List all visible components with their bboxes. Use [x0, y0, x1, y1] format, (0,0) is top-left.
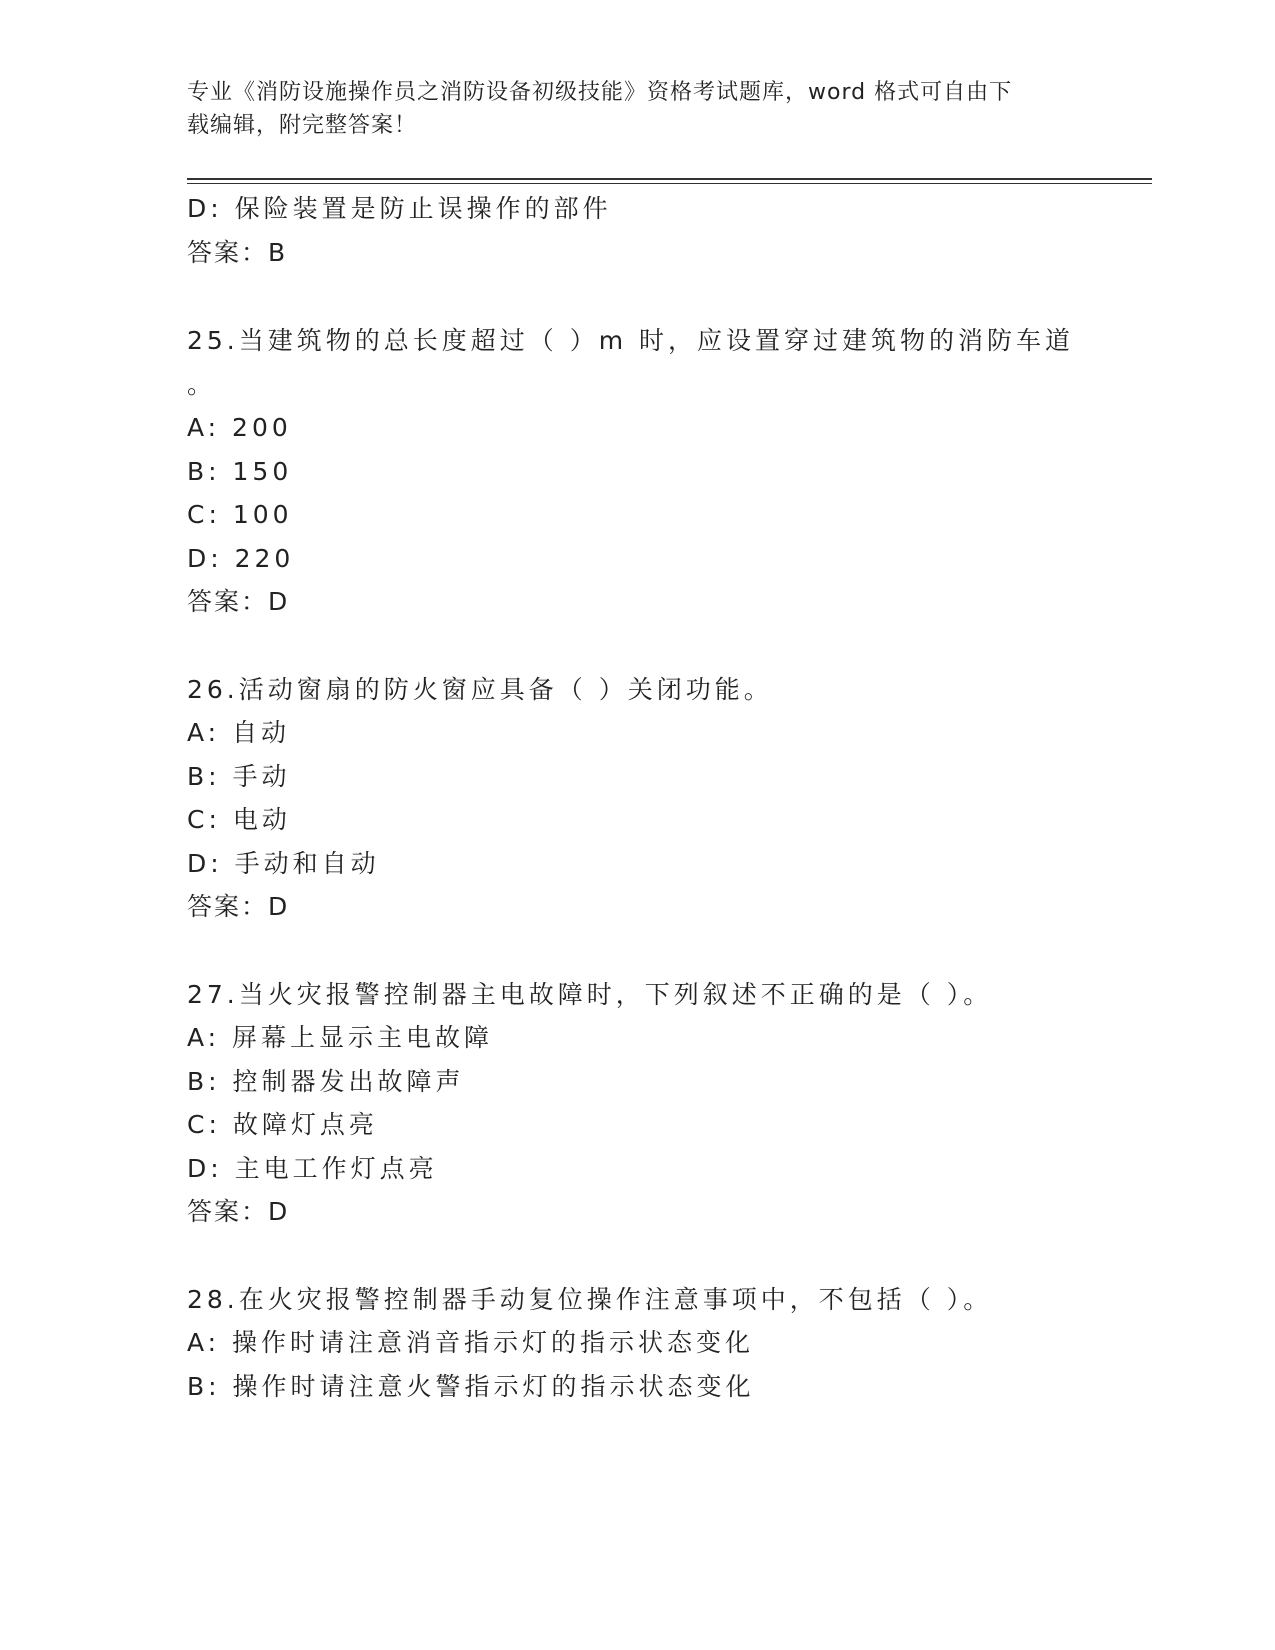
question-25-option-a: A: 200 [187, 413, 292, 442]
header-line-2: 载编辑，附完整答案！ [187, 113, 418, 138]
carryover-option-d: D: 保险装置是防止误操作的部件 [187, 194, 612, 223]
question-26-option-a: A: 自动 [187, 718, 291, 747]
question-25-answer: 答案：D [187, 587, 290, 616]
header-rule-thin [187, 183, 1152, 184]
header-line-1: 专业《消防设施操作员之消防设备初级技能》资格考试题库，word 格式可自由下 [187, 80, 1013, 105]
question-26-stem: 26.活动窗扇的防火窗应具备（ ）关闭功能。 [187, 675, 773, 704]
question-27-stem: 27.当火灾报警控制器主电故障时，下列叙述不正确的是（ ）。 [187, 980, 993, 1009]
question-27-option-c: C: 故障灯点亮 [187, 1110, 378, 1139]
question-25-stem-cont: 。 [187, 370, 217, 399]
question-26-option-b: B: 手动 [187, 762, 291, 791]
document-header [187, 76, 1087, 142]
question-26-option-c: C: 电动 [187, 805, 291, 834]
question-28-option-b: B: 操作时请注意火警指示灯的指示状态变化 [187, 1372, 755, 1401]
question-25-option-b: B: 150 [187, 457, 293, 486]
question-25-option-d: D: 220 [187, 544, 295, 573]
carryover-answer: 答案：B [187, 238, 288, 267]
question-28-stem: 28.在火灾报警控制器手动复位操作注意事项中，不包括（ ）。 [187, 1285, 993, 1314]
question-27-answer: 答案：D [187, 1197, 290, 1226]
question-27-option-a: A: 屏幕上显示主电故障 [187, 1023, 494, 1052]
question-28-option-a: A: 操作时请注意消音指示灯的指示状态变化 [187, 1328, 755, 1357]
question-27-option-d: D: 主电工作灯点亮 [187, 1154, 438, 1183]
question-26-option-d: D: 手动和自动 [187, 849, 380, 878]
question-25-stem: 25.当建筑物的总长度超过（ ）m 时，应设置穿过建筑物的消防车道 [187, 326, 1075, 355]
question-25-option-c: C: 100 [187, 500, 293, 529]
question-27-option-b: B: 控制器发出故障声 [187, 1067, 465, 1096]
header-rule-thick [187, 178, 1152, 180]
question-26-answer: 答案：D [187, 892, 290, 921]
